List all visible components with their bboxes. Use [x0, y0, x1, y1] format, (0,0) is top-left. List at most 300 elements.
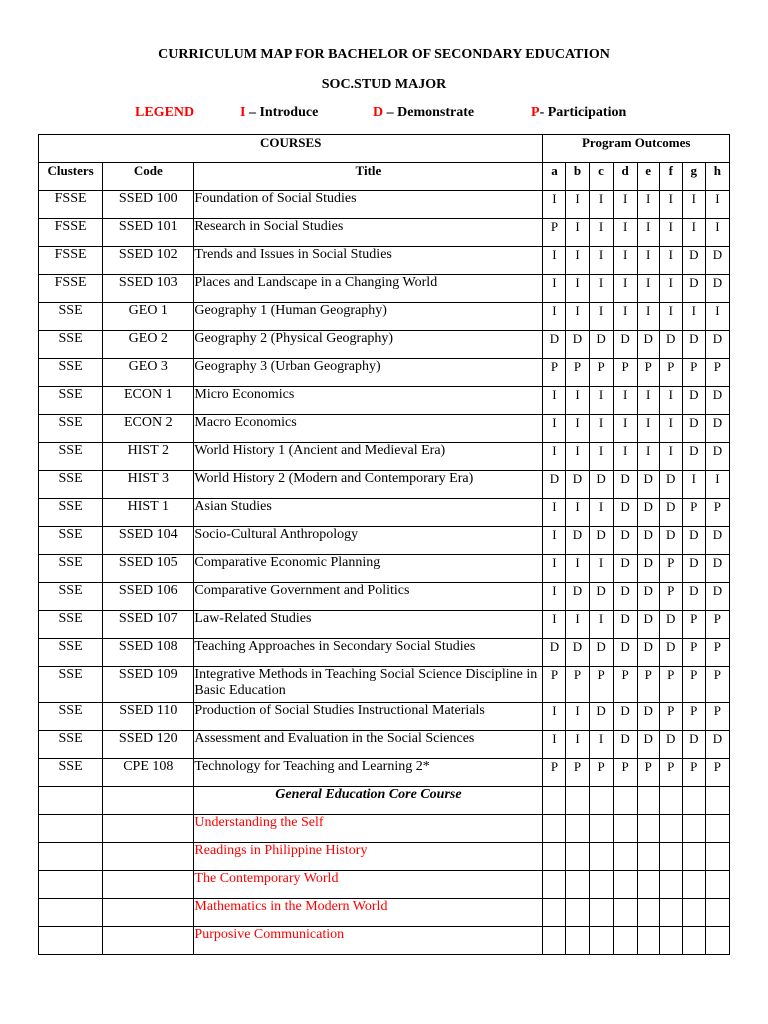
- cluster-cell: SSE: [39, 527, 103, 555]
- outcome-cell-g: D: [682, 331, 705, 359]
- outcome-cell-h: P: [705, 639, 729, 667]
- gen-ed-heading: General Education Core Course: [194, 787, 543, 815]
- code-cell: SSED 106: [103, 583, 194, 611]
- legend-d-text: – Demonstrate: [383, 105, 475, 120]
- outcome-cell-b: D: [566, 331, 589, 359]
- outcome-cell-c: I: [589, 415, 613, 443]
- outcome-cell-e: D: [637, 527, 659, 555]
- empty-cell: [39, 815, 103, 843]
- outcome-cell-e: I: [637, 275, 659, 303]
- outcome-cell-c: I: [589, 555, 613, 583]
- outcome-cell-h: P: [705, 667, 729, 703]
- outcome-cell-h: P: [705, 759, 729, 787]
- legend-introduce: [240, 105, 318, 121]
- table-row: [39, 331, 730, 359]
- outcome-header-a: a: [543, 163, 566, 191]
- empty-cell: [39, 927, 103, 955]
- outcome-cell-a: I: [543, 703, 566, 731]
- outcome-cell-g: I: [682, 191, 705, 219]
- outcome-cell-d: D: [613, 703, 637, 731]
- outcome-cell-a: P: [543, 359, 566, 387]
- outcome-cell-g: P: [682, 639, 705, 667]
- empty-cell: [39, 843, 103, 871]
- empty-cell: [566, 871, 589, 899]
- empty-cell: [103, 815, 194, 843]
- outcome-cell-e: I: [637, 219, 659, 247]
- cluster-cell: SSE: [39, 471, 103, 499]
- gen-ed-row: [39, 815, 730, 843]
- outcome-cell-g: P: [682, 359, 705, 387]
- code-cell: CPE 108: [103, 759, 194, 787]
- code-cell: GEO 1: [103, 303, 194, 331]
- empty-cell: [705, 899, 729, 927]
- empty-cell: [659, 927, 682, 955]
- outcome-cell-b: I: [566, 443, 589, 471]
- empty-cell: [589, 871, 613, 899]
- outcome-cell-a: I: [543, 443, 566, 471]
- table-row: [39, 703, 730, 731]
- outcome-cell-h: I: [705, 219, 729, 247]
- gen-ed-row: [39, 787, 730, 815]
- empty-cell: [682, 815, 705, 843]
- outcome-cell-h: D: [705, 387, 729, 415]
- empty-cell: [682, 843, 705, 871]
- outcome-cell-a: I: [543, 555, 566, 583]
- outcome-cell-f: P: [659, 667, 682, 703]
- outcome-cell-b: I: [566, 703, 589, 731]
- table-row: [39, 471, 730, 499]
- outcome-cell-e: D: [637, 471, 659, 499]
- outcome-cell-b: I: [566, 387, 589, 415]
- outcome-cell-d: P: [613, 667, 637, 703]
- code-cell: SSED 102: [103, 247, 194, 275]
- outcome-cell-c: I: [589, 219, 613, 247]
- empty-cell: [103, 927, 194, 955]
- cluster-cell: FSSE: [39, 247, 103, 275]
- outcome-cell-g: P: [682, 759, 705, 787]
- empty-cell: [566, 927, 589, 955]
- outcome-cell-e: D: [637, 703, 659, 731]
- empty-cell: [566, 899, 589, 927]
- code-cell: GEO 2: [103, 331, 194, 359]
- outcome-cell-a: I: [543, 527, 566, 555]
- empty-cell: [566, 815, 589, 843]
- outcome-cell-e: I: [637, 443, 659, 471]
- outcome-cell-h: D: [705, 555, 729, 583]
- title-cell: World History 2 (Modern and Contemporary Era): [194, 471, 543, 499]
- empty-cell: [659, 843, 682, 871]
- outcome-cell-f: I: [659, 303, 682, 331]
- outcome-cell-c: I: [589, 275, 613, 303]
- empty-cell: [103, 787, 194, 815]
- empty-cell: [543, 815, 566, 843]
- outcome-cell-f: P: [659, 583, 682, 611]
- outcome-cell-f: P: [659, 703, 682, 731]
- table-row: [39, 555, 730, 583]
- empty-cell: [613, 871, 637, 899]
- empty-cell: [613, 843, 637, 871]
- empty-cell: [637, 843, 659, 871]
- table-row: [39, 415, 730, 443]
- cluster-cell: SSE: [39, 387, 103, 415]
- outcome-cell-b: I: [566, 303, 589, 331]
- outcome-cell-f: I: [659, 191, 682, 219]
- outcome-cell-c: I: [589, 611, 613, 639]
- outcome-cell-e: P: [637, 667, 659, 703]
- title-cell: Places and Landscape in a Changing World: [194, 275, 543, 303]
- outcome-header-h: h: [705, 163, 729, 191]
- gen-ed-course: Understanding the Self: [194, 815, 543, 843]
- outcome-cell-a: I: [543, 583, 566, 611]
- table-row: [39, 667, 730, 703]
- outcome-cell-g: I: [682, 303, 705, 331]
- empty-cell: [103, 899, 194, 927]
- outcome-cell-a: P: [543, 759, 566, 787]
- empty-cell: [543, 899, 566, 927]
- outcome-cell-d: D: [613, 331, 637, 359]
- outcome-cell-d: P: [613, 359, 637, 387]
- table-row: [39, 527, 730, 555]
- outcome-cell-e: I: [637, 303, 659, 331]
- outcome-cell-b: P: [566, 359, 589, 387]
- title-cell: Trends and Issues in Social Studies: [194, 247, 543, 275]
- outcome-cell-g: D: [682, 731, 705, 759]
- empty-cell: [637, 899, 659, 927]
- outcome-cell-e: I: [637, 191, 659, 219]
- empty-cell: [39, 787, 103, 815]
- outcome-cell-c: I: [589, 387, 613, 415]
- outcome-cell-a: I: [543, 275, 566, 303]
- outcome-cell-d: D: [613, 471, 637, 499]
- outcome-cell-d: D: [613, 611, 637, 639]
- title-cell: Research in Social Studies: [194, 219, 543, 247]
- outcome-header-g: g: [682, 163, 705, 191]
- outcome-cell-d: I: [613, 275, 637, 303]
- cluster-cell: SSE: [39, 759, 103, 787]
- empty-cell: [682, 871, 705, 899]
- outcome-header-f: f: [659, 163, 682, 191]
- outcome-cell-h: D: [705, 331, 729, 359]
- outcome-cell-f: D: [659, 499, 682, 527]
- outcome-cell-b: P: [566, 667, 589, 703]
- empty-cell: [637, 815, 659, 843]
- outcome-cell-g: P: [682, 499, 705, 527]
- empty-cell: [705, 843, 729, 871]
- gen-ed-course: Readings in Philippine History: [194, 843, 543, 871]
- outcome-cell-d: I: [613, 415, 637, 443]
- gen-ed-row: [39, 899, 730, 927]
- document-subtitle: SOC.STUD MAJOR: [321, 77, 447, 92]
- outcome-cell-e: D: [637, 611, 659, 639]
- outcome-cell-f: D: [659, 639, 682, 667]
- title-cell: Socio-Cultural Anthropology: [194, 527, 543, 555]
- empty-cell: [682, 787, 705, 815]
- title-cell: Geography 3 (Urban Geography): [194, 359, 543, 387]
- table-row: [39, 275, 730, 303]
- outcome-cell-d: I: [613, 191, 637, 219]
- outcome-cell-g: D: [682, 247, 705, 275]
- code-cell: GEO 3: [103, 359, 194, 387]
- outcome-cell-h: P: [705, 499, 729, 527]
- outcome-cell-a: I: [543, 247, 566, 275]
- cluster-cell: SSE: [39, 611, 103, 639]
- title-cell: Integrative Methods in Teaching Social Science Discipline in Basic Education: [194, 667, 543, 703]
- empty-cell: [39, 871, 103, 899]
- empty-cell: [39, 899, 103, 927]
- table-row: [39, 443, 730, 471]
- legend-p-letter: P: [531, 105, 540, 120]
- outcome-cell-c: D: [589, 703, 613, 731]
- code-cell: HIST 3: [103, 471, 194, 499]
- table-row: [39, 191, 730, 219]
- empty-cell: [637, 871, 659, 899]
- outcome-cell-d: I: [613, 303, 637, 331]
- outcome-cell-a: P: [543, 219, 566, 247]
- outcome-cell-h: D: [705, 731, 729, 759]
- cluster-cell: SSE: [39, 331, 103, 359]
- outcome-cell-c: D: [589, 471, 613, 499]
- table-body: [39, 135, 730, 955]
- gen-ed-course: Purposive Communication: [194, 927, 543, 955]
- outcome-cell-e: I: [637, 415, 659, 443]
- outcome-cell-h: D: [705, 415, 729, 443]
- outcome-cell-c: D: [589, 639, 613, 667]
- outcome-cell-e: D: [637, 499, 659, 527]
- outcome-cell-c: I: [589, 443, 613, 471]
- empty-cell: [589, 899, 613, 927]
- outcome-cell-g: D: [682, 555, 705, 583]
- outcome-cell-b: I: [566, 191, 589, 219]
- title-cell: Geography 1 (Human Geography): [194, 303, 543, 331]
- outcome-cell-g: I: [682, 219, 705, 247]
- gen-ed-course: Mathematics in the Modern World: [194, 899, 543, 927]
- outcome-cell-b: I: [566, 219, 589, 247]
- courses-header: COURSES: [39, 135, 543, 163]
- outcome-cell-h: P: [705, 611, 729, 639]
- outcome-cell-a: I: [543, 191, 566, 219]
- outcome-cell-b: P: [566, 759, 589, 787]
- outcome-cell-f: I: [659, 247, 682, 275]
- empty-cell: [705, 871, 729, 899]
- gen-ed-row: [39, 927, 730, 955]
- outcome-cell-f: D: [659, 331, 682, 359]
- program-outcomes-header: Program Outcomes: [543, 135, 730, 163]
- outcome-cell-g: D: [682, 527, 705, 555]
- empty-cell: [613, 787, 637, 815]
- empty-cell: [103, 843, 194, 871]
- title-cell: Comparative Government and Politics: [194, 583, 543, 611]
- outcome-cell-a: I: [543, 611, 566, 639]
- outcome-cell-b: D: [566, 471, 589, 499]
- empty-cell: [589, 815, 613, 843]
- empty-cell: [637, 787, 659, 815]
- outcome-cell-e: D: [637, 555, 659, 583]
- empty-cell: [589, 927, 613, 955]
- code-cell: SSED 105: [103, 555, 194, 583]
- table-row: [39, 303, 730, 331]
- outcome-cell-a: I: [543, 415, 566, 443]
- outcome-cell-c: D: [589, 331, 613, 359]
- empty-cell: [659, 871, 682, 899]
- legend-p-text: - Participation: [539, 105, 627, 120]
- outcome-cell-e: D: [637, 639, 659, 667]
- outcome-cell-b: D: [566, 639, 589, 667]
- outcome-header-b: b: [566, 163, 589, 191]
- title-cell: Technology for Teaching and Learning 2*: [194, 759, 543, 787]
- outcome-cell-c: P: [589, 359, 613, 387]
- outcome-cell-f: I: [659, 387, 682, 415]
- table-row: [39, 499, 730, 527]
- outcome-cell-e: I: [637, 247, 659, 275]
- cluster-cell: SSE: [39, 499, 103, 527]
- outcome-cell-b: I: [566, 415, 589, 443]
- legend-d-letter: D: [373, 105, 384, 120]
- outcome-cell-d: D: [613, 499, 637, 527]
- outcome-cell-c: I: [589, 731, 613, 759]
- outcome-header-e: e: [637, 163, 659, 191]
- cluster-cell: SSE: [39, 415, 103, 443]
- outcome-cell-f: D: [659, 731, 682, 759]
- code-cell: SSED 120: [103, 731, 194, 759]
- outcome-cell-c: I: [589, 247, 613, 275]
- cluster-cell: SSE: [39, 443, 103, 471]
- empty-cell: [543, 927, 566, 955]
- table-row: [39, 731, 730, 759]
- table-row: [39, 759, 730, 787]
- empty-cell: [659, 787, 682, 815]
- outcome-cell-b: I: [566, 499, 589, 527]
- outcome-cell-a: I: [543, 303, 566, 331]
- outcome-cell-d: I: [613, 247, 637, 275]
- code-cell: SSED 108: [103, 639, 194, 667]
- title-cell: World History 1 (Ancient and Medieval Era): [194, 443, 543, 471]
- outcome-cell-d: I: [613, 387, 637, 415]
- outcome-cell-c: I: [589, 303, 613, 331]
- cluster-cell: FSSE: [39, 191, 103, 219]
- empty-cell: [566, 843, 589, 871]
- header-row-top: [39, 135, 730, 163]
- outcome-cell-g: P: [682, 611, 705, 639]
- outcome-cell-a: I: [543, 387, 566, 415]
- outcome-cell-a: D: [543, 639, 566, 667]
- empty-cell: [566, 787, 589, 815]
- empty-cell: [543, 871, 566, 899]
- outcome-cell-g: D: [682, 583, 705, 611]
- legend-i-letter: I: [240, 105, 246, 120]
- title-cell: Macro Economics: [194, 415, 543, 443]
- empty-cell: [589, 787, 613, 815]
- title-cell: Law-Related Studies: [194, 611, 543, 639]
- outcome-cell-d: I: [613, 443, 637, 471]
- outcome-cell-f: I: [659, 275, 682, 303]
- outcome-cell-h: I: [705, 303, 729, 331]
- outcome-cell-d: D: [613, 583, 637, 611]
- outcome-cell-f: D: [659, 611, 682, 639]
- cluster-cell: SSE: [39, 303, 103, 331]
- outcome-cell-a: I: [543, 731, 566, 759]
- outcome-cell-g: D: [682, 387, 705, 415]
- outcome-cell-h: D: [705, 443, 729, 471]
- legend-demonstrate: [373, 105, 474, 121]
- curriculum-map-table: [38, 134, 730, 955]
- empty-cell: [613, 899, 637, 927]
- outcome-cell-f: I: [659, 415, 682, 443]
- table-row: [39, 611, 730, 639]
- outcome-cell-b: I: [566, 555, 589, 583]
- outcome-cell-a: D: [543, 331, 566, 359]
- outcome-header-c: c: [589, 163, 613, 191]
- outcome-cell-g: I: [682, 471, 705, 499]
- outcome-cell-c: I: [589, 191, 613, 219]
- outcome-cell-h: I: [705, 191, 729, 219]
- outcome-cell-b: I: [566, 731, 589, 759]
- outcome-cell-a: P: [543, 667, 566, 703]
- gen-ed-row: [39, 871, 730, 899]
- outcome-cell-g: D: [682, 415, 705, 443]
- table-row: [39, 639, 730, 667]
- outcome-cell-h: D: [705, 527, 729, 555]
- outcome-cell-g: P: [682, 667, 705, 703]
- outcome-cell-c: P: [589, 667, 613, 703]
- outcome-cell-h: D: [705, 275, 729, 303]
- outcome-cell-f: P: [659, 555, 682, 583]
- outcome-cell-d: D: [613, 639, 637, 667]
- cluster-cell: SSE: [39, 583, 103, 611]
- empty-cell: [613, 927, 637, 955]
- outcome-cell-g: D: [682, 275, 705, 303]
- outcome-cell-a: D: [543, 471, 566, 499]
- outcome-cell-c: D: [589, 583, 613, 611]
- outcome-cell-h: P: [705, 359, 729, 387]
- header-row-columns: [39, 163, 730, 191]
- outcome-cell-c: D: [589, 527, 613, 555]
- legend-i-text: – Introduce: [245, 105, 319, 120]
- cluster-cell: SSE: [39, 731, 103, 759]
- code-cell: SSED 109: [103, 667, 194, 703]
- empty-cell: [543, 843, 566, 871]
- gen-ed-course: The Contemporary World: [194, 871, 543, 899]
- outcome-cell-d: I: [613, 219, 637, 247]
- outcome-cell-b: I: [566, 247, 589, 275]
- title-cell: Production of Social Studies Instructional Materials: [194, 703, 543, 731]
- table-row: [39, 359, 730, 387]
- cluster-cell: FSSE: [39, 219, 103, 247]
- cluster-cell: SSE: [39, 555, 103, 583]
- outcome-cell-e: P: [637, 759, 659, 787]
- outcome-cell-d: D: [613, 555, 637, 583]
- title-cell: Comparative Economic Planning: [194, 555, 543, 583]
- empty-cell: [705, 815, 729, 843]
- outcome-cell-h: I: [705, 471, 729, 499]
- table-row: [39, 387, 730, 415]
- outcome-cell-g: D: [682, 443, 705, 471]
- clusters-header: Clusters: [39, 163, 103, 191]
- title-header: Title: [194, 163, 543, 191]
- outcome-cell-f: P: [659, 759, 682, 787]
- title-cell: Assessment and Evaluation in the Social Sciences: [194, 731, 543, 759]
- legend-participation: [531, 105, 626, 121]
- legend-label: LEGEND: [135, 105, 195, 120]
- cluster-cell: FSSE: [39, 275, 103, 303]
- empty-cell: [613, 815, 637, 843]
- empty-cell: [705, 927, 729, 955]
- outcome-cell-f: D: [659, 471, 682, 499]
- code-cell: SSED 110: [103, 703, 194, 731]
- outcome-cell-e: P: [637, 359, 659, 387]
- empty-cell: [659, 899, 682, 927]
- outcome-cell-e: D: [637, 331, 659, 359]
- title-cell: Teaching Approaches in Secondary Social Studies: [194, 639, 543, 667]
